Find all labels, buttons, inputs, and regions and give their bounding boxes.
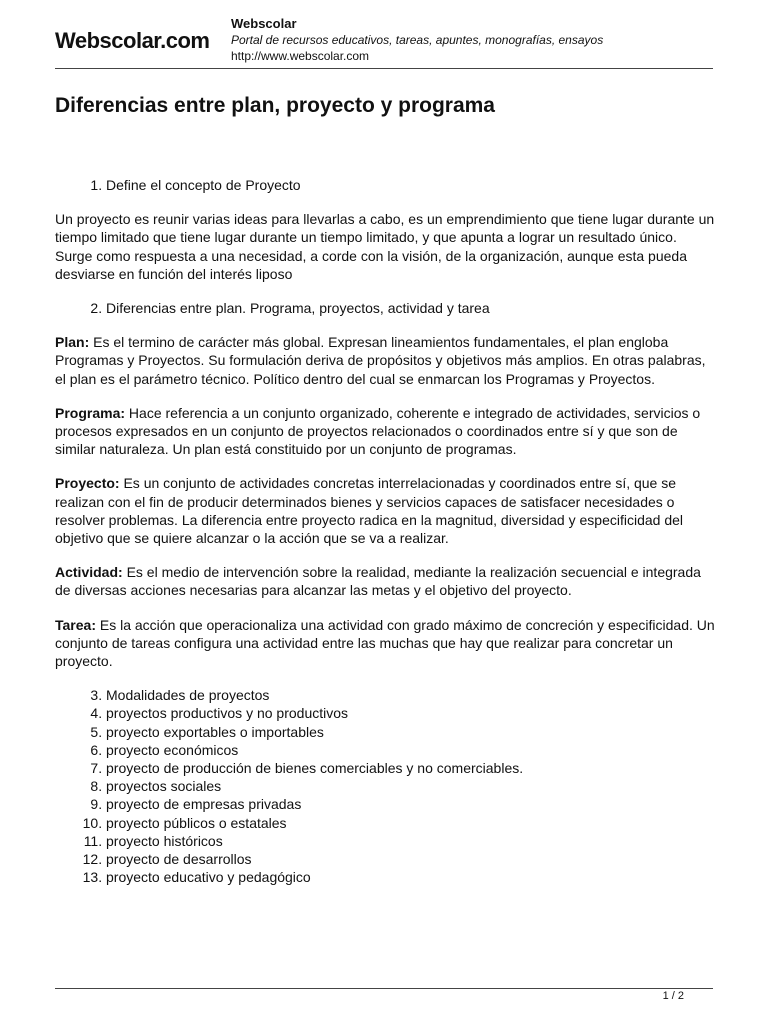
list-item: 6. proyecto económicos — [106, 741, 715, 759]
question-list-1 — [55, 176, 715, 194]
project-types-list — [55, 686, 715, 886]
list-item: 13. proyecto educativo y pedagógico — [106, 868, 715, 886]
question-list-2 — [55, 299, 715, 317]
question-item: 1. Define el concepto de Proyecto — [106, 176, 715, 194]
site-logo[interactable]: Webscolar.com — [55, 28, 210, 53]
list-item: 3. Modalidades de proyectos — [106, 686, 715, 704]
definition-text: Es un conjunto de actividades concretas interrelacionadas y coordinados entre sí, que se realizan con el fin de producir determinados bienes y servicios capaces de satisfacer necesidades o resolver problemas. La diferencia entre proyecto radica en la magnitud, diversidad y especificidad del objetivo que se quiere alcanzar o la acción que se va a realizar. — [55, 475, 684, 547]
definition-term: Actividad: — [55, 564, 123, 581]
list-item: 11. proyecto históricos — [106, 832, 715, 850]
site-url[interactable]: http://www.webscolar.com — [231, 49, 370, 63]
document-body — [55, 176, 715, 903]
page-number: 1 / 2 — [662, 990, 684, 1002]
list-item: 4. proyectos productivos y no productivos — [106, 704, 715, 722]
definition-tarea — [55, 616, 715, 671]
definition-proyecto — [55, 474, 715, 547]
question-item: 2. Diferencias entre plan. Programa, proyectos, actividad y tarea — [106, 299, 715, 317]
list-item: 7. proyecto de producción de bienes comerciables y no comerciables. — [106, 759, 715, 777]
definition-term: Proyecto: — [55, 475, 120, 492]
document-title: Diferencias entre plan, proyecto y programa — [55, 94, 495, 117]
definition-programa — [55, 404, 715, 459]
footer-divider — [55, 988, 713, 989]
list-item: 10. proyecto públicos o estatales — [106, 814, 715, 832]
definition-plan — [55, 333, 715, 388]
site-info — [231, 16, 603, 64]
list-item: 9. proyecto de empresas privadas — [106, 795, 715, 813]
site-name: Webscolar — [231, 16, 297, 31]
definition-text: Es el medio de intervención sobre la realidad, mediante la realización secuencial e integrada de diversas acciones necesarias para alcanzar las metas y el objetivo del proyecto. — [55, 564, 701, 599]
definition-text: Es la acción que operacionaliza una actividad con grado máximo de concreción y especificidad. Un conjunto de tareas configura una actividad entre las muchas que hay que realizar para concretar un proyecto. — [55, 616, 715, 670]
list-item: 8. proyectos sociales — [106, 777, 715, 795]
definition-text: Es el termino de carácter más global. Expresan lineamientos fundamentales, el plan engloba Programas y Proyectos. Su formulación deriva de propósitos y objetivos más amplios. En otras palabras, el plan es el parámetro técnico. Político dentro del cual se enmarcan los Programas y Proyectos. — [55, 334, 706, 387]
definition-term: Plan: — [55, 334, 90, 351]
definition-term: Tarea: — [55, 616, 96, 633]
header-divider — [55, 68, 713, 69]
definition-actividad — [55, 563, 715, 599]
definition-term: Programa: — [55, 404, 126, 421]
list-item: 5. proyecto exportables o importables — [106, 723, 715, 741]
list-item: 12. proyecto de desarrollos — [106, 850, 715, 868]
definition-text: Hace referencia a un conjunto organizado, coherente e integrado de actividades, servicios o procesos expresados en un conjunto de proyectos relacionados o coordinados entre sí y que son de similar naturaleza. Un plan está constituido por un conjunto de programas. — [55, 404, 701, 458]
page-header — [55, 14, 713, 68]
site-tagline: Portal de recursos educativos, tareas, apuntes, monografías, ensayos — [231, 33, 604, 47]
paragraph-proyecto-concept: Un proyecto es reunir varias ideas para llevarlas a cabo, es un emprendimiento que tiene lugar durante un tiempo limitado que tiene lugar durante un tiempo limitado, y que apunta a lograr un resultado único. Surge como respuesta a una necesidad, a corde con la visión, de la organización, aunque esta pueda desviarse en función del interés liposo — [55, 211, 715, 282]
